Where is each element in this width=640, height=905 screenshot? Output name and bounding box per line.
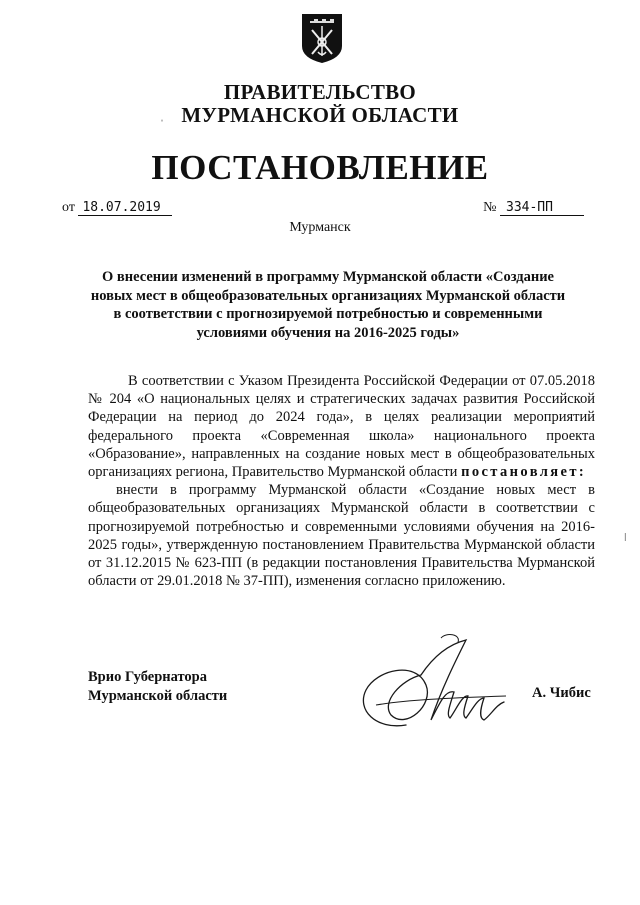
body-paragraph-1 [88, 372, 595, 481]
signer-position-line1: Врио Губернатора [88, 669, 207, 685]
signer-name: А. Чибис [532, 685, 591, 701]
document-type-title: ПОСТАНОВЛЕНИЕ [151, 148, 489, 187]
date-prefix: от [62, 200, 75, 215]
organization-name-line1: ПРАВИТЕЛЬСТВО [223, 80, 417, 104]
margin-mark: ǀ [624, 530, 627, 544]
document-number [483, 200, 584, 216]
body-paragraph-1-text: В соответствии с Указом Президента Российской Федерации от 07.05.2018 № 204 «О национальных целях и стратегических задачах развития Российской Федерации на период до 2024 года», в целях реализации мероприятий федерального проекта «Современная школа» национального проекта «Образование», направленных на создание новых мест в общеобразовательных организациях региона, Правительство Мурманской области [88, 373, 595, 481]
number-prefix: № [483, 200, 497, 215]
number-value: 334-ПП [500, 200, 584, 216]
handwritten-signature-icon [346, 630, 516, 740]
resolves-keyword: постановляет: [461, 464, 587, 481]
signer-position [88, 668, 227, 706]
scan-mark: ˌ [160, 108, 164, 122]
signer-position-line2: Мурманской области [88, 688, 228, 704]
organization-name-line2: МУРМАНСКОЙ ОБЛАСТИ [181, 103, 459, 127]
murmansk-coat-of-arms-icon [300, 12, 344, 64]
body-paragraph-2: внести в программу Мурманской области «Создание новых мест в общеобразовательных организациях Мурманской области в соответствии с прогнозируемой потребностью и современными условиями обучения на 2016-2025 годы», утвержденную постановлением Правительства Мурманской области от 31.12.2015 № 623-ПП (в редакции постановления Правительства Мурманской области от 29.01.2018 № 37-ПП), изменения согласно приложению. [88, 482, 595, 590]
document-subject: О внесении изменений в программу Мурманской области «Создание новых мест в общеобразовательных организациях Мурманской области в соответствии с прогнозируемой потребностью и современными условиями обучения на 2016-2025 годы» [90, 269, 566, 341]
document-body [88, 372, 595, 590]
document-date [62, 200, 172, 216]
date-value: 18.07.2019 [78, 200, 172, 216]
city-name: Мурманск [289, 220, 351, 235]
